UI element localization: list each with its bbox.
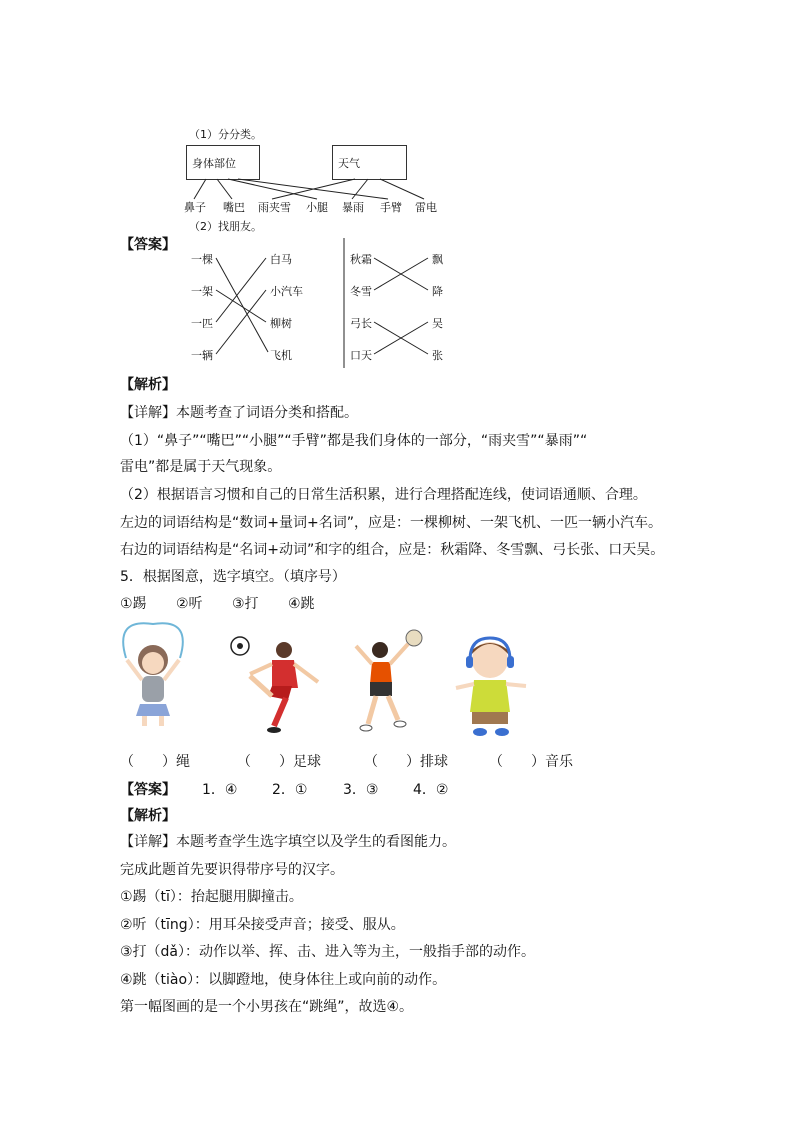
match-left-word: 一棵 bbox=[191, 253, 213, 266]
match-left-word: 一匹 bbox=[191, 317, 213, 330]
word-item: 雷电 bbox=[415, 201, 437, 214]
match-left-word: 口天 bbox=[350, 349, 372, 362]
answer-item: 3．③ bbox=[343, 782, 379, 798]
definition: ②听（tīng）：用耳朵接受声音；接受、服从。 bbox=[120, 917, 405, 933]
detail-text: 【详解】本题考查了词语分类和搭配。 bbox=[120, 405, 358, 421]
answer-item: 2．① bbox=[272, 782, 308, 798]
match-left-word: 一辆 bbox=[191, 349, 213, 362]
match-left-word: 冬雪 bbox=[350, 285, 372, 298]
word-item: 手臂 bbox=[380, 201, 402, 214]
match-right-word: 吴 bbox=[432, 317, 443, 330]
paragraph: 第一幅图画的是一个小男孩在“跳绳”，故选④。 bbox=[120, 999, 414, 1015]
option: ②听 bbox=[176, 596, 203, 612]
match-right-word: 小汽车 bbox=[270, 285, 303, 298]
answer-label: 【答案】 bbox=[120, 237, 176, 253]
match-left-word: 一架 bbox=[191, 285, 213, 298]
answer-item: 1．④ bbox=[202, 782, 238, 798]
option: ④跳 bbox=[288, 596, 315, 612]
match-left-word: 弓长 bbox=[350, 317, 372, 330]
part1-label: （1）分分类。 bbox=[189, 128, 262, 141]
match-right-word: 张 bbox=[432, 349, 443, 362]
word-item: 鼻子 bbox=[184, 201, 206, 214]
definition: ③打（dǎ）：动作以举、挥、击、进入等为主，一般指手部的动作。 bbox=[120, 944, 536, 960]
answer-item: 4．② bbox=[413, 782, 449, 798]
music-listening-boy-illustration bbox=[450, 636, 532, 738]
word-item: 雨夹雪 bbox=[258, 201, 291, 214]
weather-label: 天气 bbox=[338, 157, 360, 170]
option: ③打 bbox=[232, 596, 259, 612]
word-item: 暴雨 bbox=[342, 201, 364, 214]
paragraph: 左边的词语结构是“数词+量词+名词”，应是：一棵柳树、一架飞机、一匹一辆小汽车。 bbox=[120, 515, 662, 531]
definition: ④跳（tiào）：以脚蹬地，使身体往上或向前的动作。 bbox=[120, 972, 447, 988]
match-left-word: 秋霜 bbox=[350, 253, 372, 266]
analysis-label: 【解析】 bbox=[120, 808, 176, 824]
question-title: 5．根据图意，选字填空。（填序号） bbox=[120, 569, 346, 585]
match-right-word: 柳树 bbox=[270, 317, 292, 330]
fill-blank: （ ）音乐 bbox=[489, 754, 573, 770]
match-right-word: 白马 bbox=[270, 253, 292, 266]
fill-blank: （ ）排球 bbox=[364, 754, 448, 770]
paragraph: （2）根据语言习惯和自己的日常生活积累，进行合理搭配连线，使词语通顺、合理。 bbox=[120, 487, 647, 503]
soccer-player-illustration bbox=[228, 630, 324, 736]
paragraph: （1）“鼻子”“嘴巴”“小腿”“手臂”都是我们身体的一部分，“雨夹雪”“暴雨”“ bbox=[120, 433, 588, 449]
jump-rope-girl-illustration bbox=[118, 618, 188, 730]
detail-text: 【详解】本题考查学生选字填空以及学生的看图能力。 bbox=[120, 834, 456, 850]
part2-label: （2）找朋友。 bbox=[189, 220, 262, 233]
paragraph: 完成此题首先要识得带序号的汉字。 bbox=[120, 862, 344, 878]
fill-blank: （ ）足球 bbox=[237, 754, 321, 770]
paragraph: 雷电”都是属于天气现象。 bbox=[120, 459, 282, 475]
paragraph: 右边的词语结构是“名词+动词”和字的组合，应是：秋霜降、冬雪飘、弓长张、口天吴。 bbox=[120, 542, 665, 558]
match-right-word: 飘 bbox=[432, 253, 443, 266]
body-parts-label: 身体部位 bbox=[192, 157, 236, 170]
volleyball-player-illustration bbox=[350, 628, 424, 738]
analysis-label: 【解析】 bbox=[120, 377, 176, 393]
answer-label: 【答案】 bbox=[120, 782, 176, 798]
word-item: 小腿 bbox=[306, 201, 328, 214]
word-item: 嘴巴 bbox=[223, 201, 245, 214]
match-right-word: 降 bbox=[432, 285, 443, 298]
definition: ①踢（tī）：抬起腿用脚撞击。 bbox=[120, 889, 303, 905]
option: ①踢 bbox=[120, 596, 147, 612]
fill-blank: （ ）绳 bbox=[120, 754, 190, 770]
match-right-word: 飞机 bbox=[270, 349, 292, 362]
